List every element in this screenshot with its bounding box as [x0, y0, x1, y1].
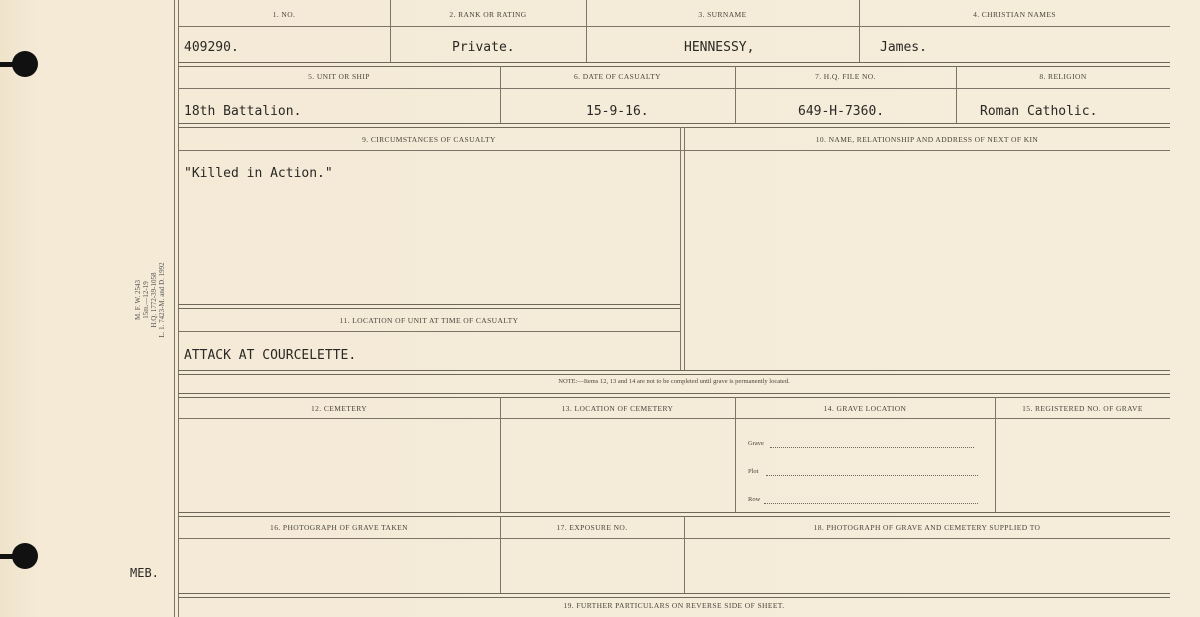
rule — [178, 88, 1170, 89]
rule-double — [178, 393, 1170, 398]
header-location-of-unit: 11. LOCATION OF UNIT AT TIME OF CASUALTY — [339, 316, 519, 325]
punch-hole-top-slot — [0, 62, 20, 67]
rule-double — [178, 593, 1170, 598]
header-rank: 2. RANK OR RATING — [449, 10, 527, 19]
header-registered-no: 15. REGISTERED NO. OF GRAVE — [1022, 404, 1143, 413]
header-next-of-kin: 10. NAME, RELATIONSHIP AND ADDRESS OF NEXT OF KIN — [815, 135, 1039, 144]
plot-label: Plot — [748, 468, 759, 475]
location-of-unit: ATTACK AT COURCELETTE. — [184, 348, 357, 363]
header-surname: 3. SURNAME — [698, 10, 747, 19]
rule — [178, 150, 1170, 151]
grave-label: Grave — [748, 440, 764, 447]
unit: 18th Battalion. — [184, 104, 302, 119]
grave-line — [770, 446, 974, 448]
header-date: 6. DATE OF CASUALTY — [574, 72, 661, 81]
header-circumstances: 9. CIRCUMSTANCES OF CASUALTY — [362, 135, 496, 144]
rule — [684, 127, 685, 371]
header-number: 1. NO. — [272, 10, 296, 19]
rule — [178, 418, 1170, 419]
header-unit: 5. UNIT OR SHIP — [308, 72, 370, 81]
rule — [995, 397, 996, 513]
header-location-of-cemetery: 13. LOCATION OF CEMETERY — [561, 404, 674, 413]
header-file-no: 7. H.Q. FILE NO. — [815, 72, 876, 81]
punch-hole-bottom-slot — [0, 554, 20, 559]
header-photo-taken: 16. PHOTOGRAPH OF GRAVE TAKEN — [270, 523, 408, 532]
rule-double — [178, 62, 1170, 67]
religion: Roman Catholic. — [980, 104, 1098, 119]
rule-double — [178, 370, 1170, 375]
rule-double — [178, 304, 680, 309]
margin-rule — [174, 0, 175, 617]
christian-names: James. — [880, 40, 927, 55]
rule — [178, 538, 1170, 539]
rule — [500, 397, 501, 513]
header-grave-location: 14. GRAVE LOCATION — [823, 404, 907, 413]
surname: HENNESSY, — [684, 40, 755, 55]
header-religion: 8. RELIGION — [1039, 72, 1087, 81]
rule-double — [178, 123, 1170, 128]
header-exposure-no: 17. EXPOSURE NO. — [556, 523, 628, 532]
rule — [178, 26, 1170, 27]
hq-file-no: 649-H-7360. — [798, 104, 885, 119]
regimental-number: 409290. — [184, 40, 239, 55]
date-of-casualty: 15-9-16. — [586, 104, 649, 119]
note: NOTE:—Items 12, 13 and 14 are not to be completed until grave is permanently located. — [558, 378, 790, 385]
header-cemetery: 12. CEMETERY — [310, 404, 368, 413]
row-line — [764, 502, 978, 504]
rule — [680, 127, 681, 371]
side-print-note: M. F. W. 2543 15m.—12-19 H.Q. 1772-39-1058 L. 1. 7423-M. and D. 1992 — [134, 262, 166, 338]
header-christian-names: 4. CHRISTIAN NAMES — [973, 10, 1056, 19]
row-label: Row — [748, 496, 761, 503]
header-photo-supplied: 18. PHOTOGRAPH OF GRAVE AND CEMETERY SUPPLIED TO — [813, 523, 1041, 532]
further-particulars: 19. FURTHER PARTICULARS ON REVERSE SIDE OF SHEET. — [563, 601, 785, 610]
plot-line — [766, 474, 978, 476]
rule — [735, 397, 736, 513]
rank: Private. — [452, 40, 515, 55]
clerk-initials: MEB. — [130, 566, 159, 580]
circumstances: "Killed in Action." — [184, 166, 333, 181]
rule-double — [178, 512, 1170, 517]
rule — [178, 331, 680, 332]
